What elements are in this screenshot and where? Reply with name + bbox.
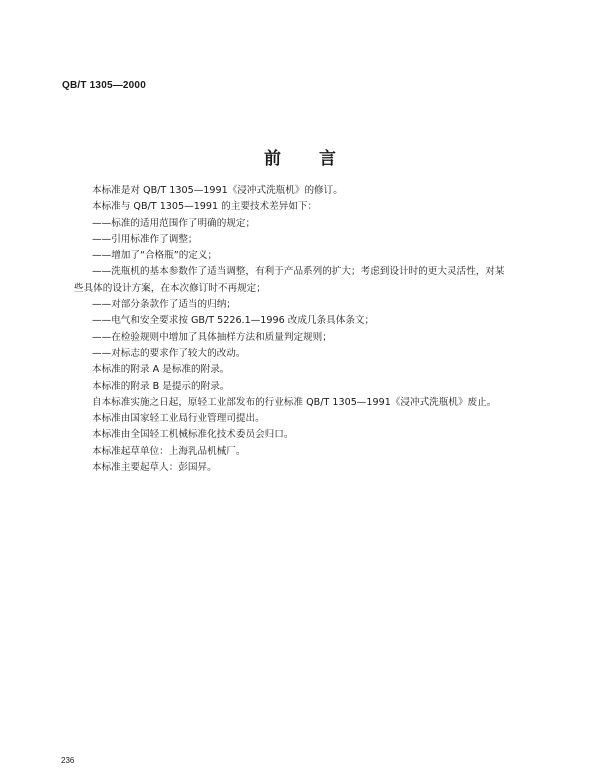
list-item: ——增加了“合格瓶”的定义； [92, 250, 218, 262]
preface-body [74, 183, 534, 476]
paragraph: 本标准主要起草人：彭国昇。 [92, 462, 217, 474]
paragraph: 自本标准实施之日起，原轻工业部发布的行业标准 QB/T 1305—1991《浸冲式洗瓶机》废止。 [92, 396, 497, 408]
page-number: 236 [61, 756, 75, 765]
list-item: ——引用标准作了调整； [92, 233, 198, 245]
list-item-continuation: 些具体的设计方案，在本次修订时不再规定； [74, 282, 266, 294]
paragraph: 本标准与 QB/T 1305—1991 的主要技术差异如下： [92, 201, 318, 213]
paragraph: 本标准起草单位：上海乳品机械厂。 [92, 445, 246, 457]
paragraph: 本标准的附录 B 是提示的附录。 [92, 380, 230, 392]
paragraph: 本标准是对 QB/T 1305—1991《浸冲式洗瓶机》的修订。 [92, 185, 343, 196]
list-item: ——洗瓶机的基本参数作了适当调整，有利于产品系列的扩大；考虑到设计时的更大灵活性，对某 [92, 266, 505, 278]
list-item: ——电气和安全要求按 GB/T 5226.1—1996 改成几条具体条文； [92, 315, 375, 327]
list-item: ——在检验规则中增加了具体抽样方法和质量判定规则； [92, 331, 332, 343]
page-title: 前言 [264, 149, 374, 169]
paragraph: 本标准由国家轻工业局行业管理司提出。 [92, 413, 265, 425]
paragraph: 本标准由全国轻工机械标准化技术委员会归口。 [92, 429, 294, 441]
standard-code: QB/T 1305—2000 [62, 80, 146, 91]
paragraph: 本标准的附录 A 是标准的附录。 [92, 364, 230, 376]
list-item: ——对标志的要求作了较大的改动。 [92, 347, 246, 359]
list-item: ——对部分条款作了适当的归纳； [92, 299, 236, 311]
list-item: ——标准的适用范围作了明确的规定； [92, 217, 256, 229]
